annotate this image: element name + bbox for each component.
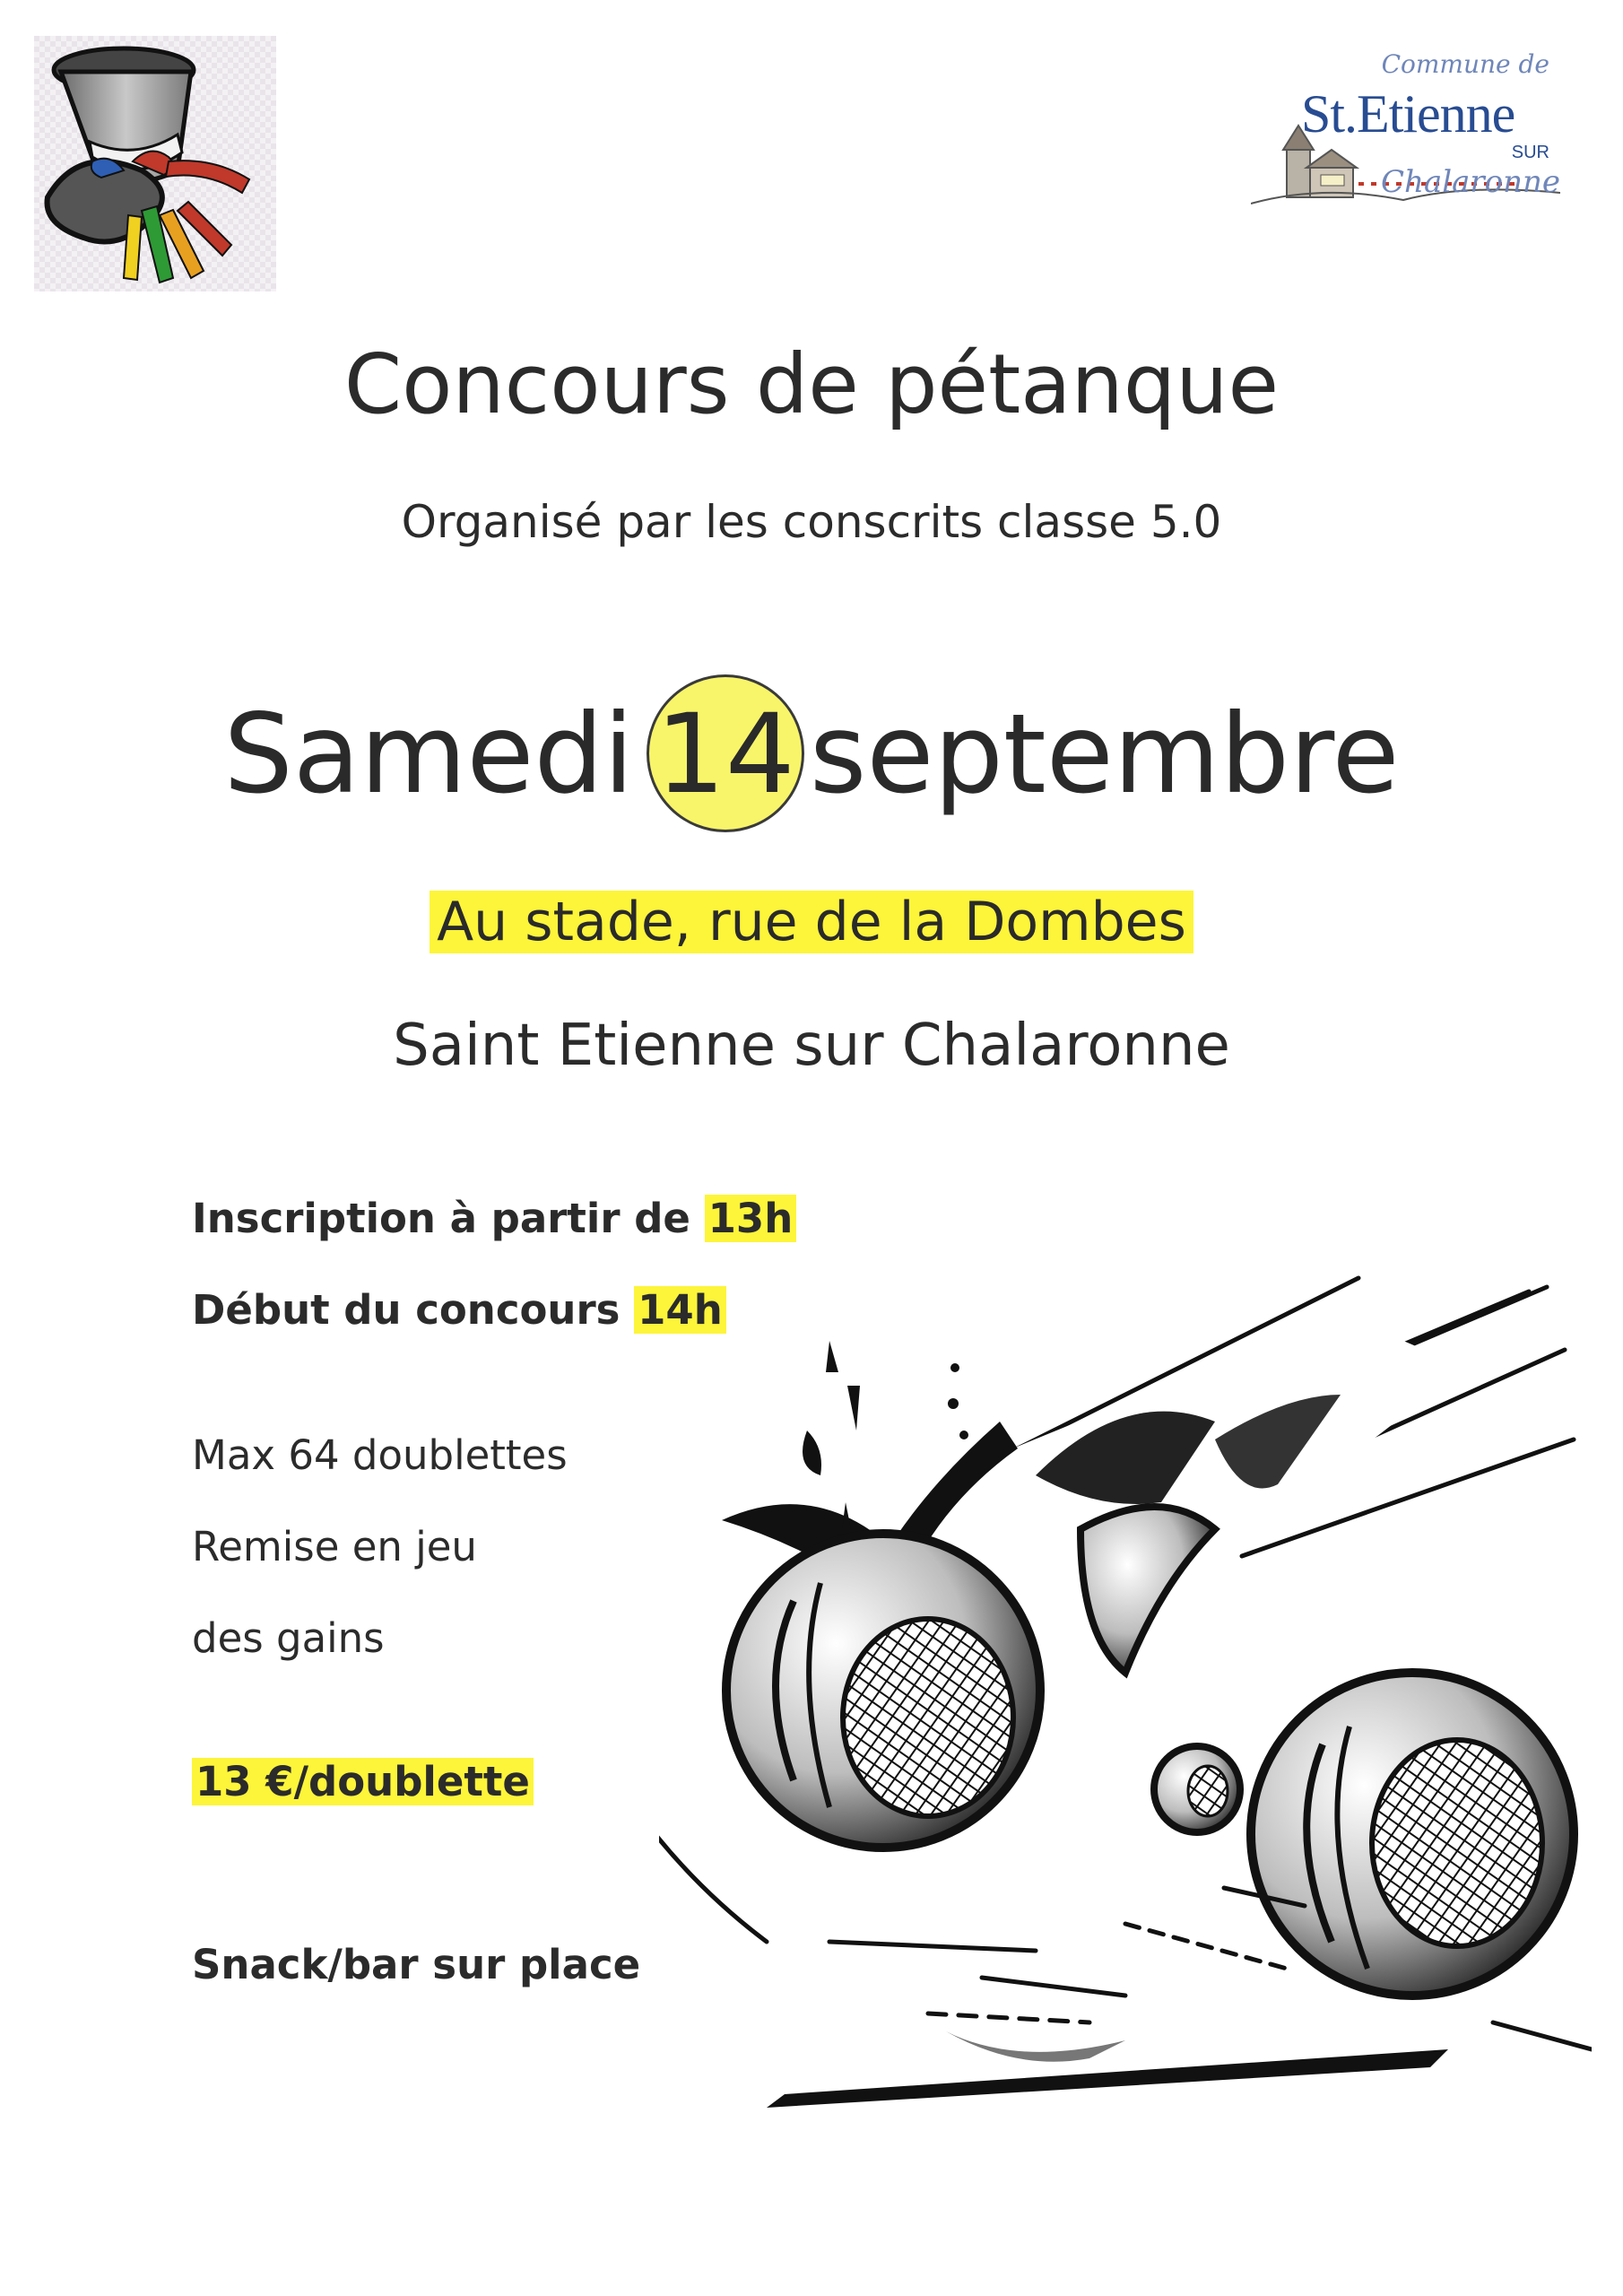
event-date	[0, 683, 1623, 841]
debut-time: 14h	[634, 1286, 726, 1334]
gains-line: des gains	[192, 1614, 385, 1662]
commune-logo-line2: St.Etienne	[1301, 84, 1515, 144]
max-teams: Max 64 doublettes	[192, 1431, 568, 1479]
date-weekday: Samedi	[223, 691, 634, 819]
date-day-circle: 14	[647, 674, 804, 832]
organizer-subtitle: Organisé par les conscrits classe 5.0	[401, 496, 1222, 548]
remise-line: Remise en jeu	[192, 1523, 477, 1570]
venue-highlight: Au stade, rue de la Dombes	[430, 891, 1193, 953]
snack-line: Snack/bar sur place	[192, 1941, 641, 1988]
inscription-line	[192, 1193, 796, 1246]
venue-block	[0, 883, 1623, 961]
page-title: Concours de pétanque	[343, 336, 1280, 432]
town-name: Saint Etienne sur Chalaronne	[393, 1013, 1230, 1079]
debut-line	[192, 1284, 726, 1337]
debut-label: Début du concours	[192, 1286, 621, 1334]
date-month: septembre	[809, 691, 1400, 819]
inscription-label: Inscription à partir de	[192, 1195, 690, 1242]
commune-logo-line3: SUR	[1511, 143, 1549, 162]
petanque-boules-illustration	[659, 1260, 1592, 2112]
commune-logo-line4: Chalaronne	[1381, 164, 1560, 200]
inscription-time: 13h	[705, 1195, 797, 1242]
commune-logo	[1251, 49, 1560, 229]
price-highlight: 13 €/doublette	[192, 1758, 534, 1805]
hat-logo	[34, 36, 276, 291]
commune-logo-line1: Commune de	[1381, 49, 1549, 79]
price-line	[192, 1756, 534, 1809]
